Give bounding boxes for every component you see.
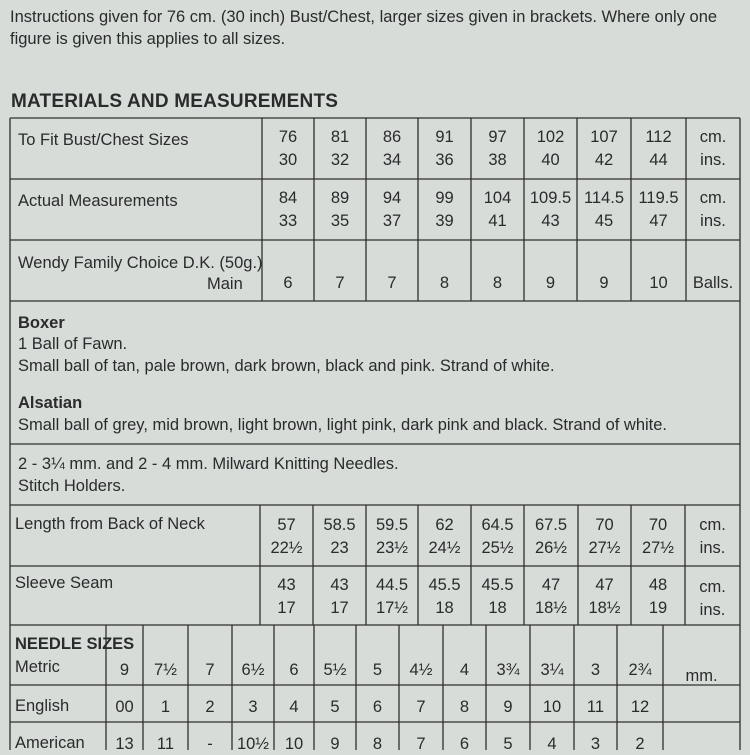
unit-cm: cm. [699, 516, 726, 534]
american-cell: 8 [372, 735, 383, 753]
unit-ins: ins. [700, 212, 726, 230]
american-label: American [15, 734, 85, 752]
american-cell: 7 [416, 735, 426, 753]
length-ins-cell: 26½ [534, 539, 568, 557]
american-cell: 13 [115, 735, 134, 753]
english-cell: 5 [330, 698, 340, 716]
actual-ins-cell: 39 [435, 212, 454, 230]
fit-label: To Fit Bust/Chest Sizes [18, 131, 189, 149]
sleeve-ins-cell: 17½ [375, 599, 409, 617]
actual-label: Actual Measurements [18, 192, 178, 210]
length-ins-cell: 22½ [270, 539, 303, 557]
sleeve-ins-cell: 18 [488, 599, 507, 617]
sleeve-cm-cell: 45.5 [481, 576, 514, 594]
american-cell: 10 [284, 735, 304, 753]
sleeve-ins-cell: 17 [330, 599, 349, 617]
yarn-balls-cell: 9 [545, 274, 556, 292]
american-cell: 3 [590, 735, 601, 753]
section-heading: MATERIALS AND MEASUREMENTS [11, 91, 339, 112]
english-cell: 9 [503, 698, 513, 716]
fit-ins-cell: 36 [435, 151, 454, 169]
sleeve-cm-cell: 44.5 [375, 576, 409, 594]
actual-cm-cell: 119.5 [638, 189, 679, 207]
length-cm-cell: 64.5 [481, 516, 514, 534]
sleeve-ins-cell: 18 [435, 599, 454, 617]
actual-ins-cell: 33 [278, 212, 298, 230]
sleeve-cm-cell: 43 [277, 576, 296, 594]
yarn-balls-cell: 9 [599, 274, 609, 292]
metric-cell: 6 [289, 661, 299, 679]
fit-ins-cell: 42 [594, 151, 614, 169]
alsatian-line: Small ball of grey, mid brown, light brown, light pink, dark pink and black. Strand of white. [18, 416, 668, 434]
fit-cm-cell: 86 [382, 128, 402, 146]
length-ins-cell: 27½ [641, 539, 675, 557]
length-ins-cell: 23 [330, 539, 349, 557]
sleeve-cm-cell: 47 [541, 576, 561, 594]
actual-cm-cell: 99 [435, 189, 454, 207]
fit-cm-cell: 112 [645, 128, 672, 146]
yarn-balls-cell: 6 [283, 274, 293, 292]
yarn-balls-cell: 7 [335, 274, 345, 292]
yarn-main-label: Main [207, 275, 243, 293]
english-label: English [15, 697, 70, 715]
length-cm-cell: 62 [435, 516, 454, 534]
fit-ins-cell: 40 [541, 151, 560, 169]
english-cell: 2 [205, 698, 215, 716]
unit-balls: Balls. [692, 274, 734, 292]
length-ins-cell: 24½ [428, 539, 461, 557]
actual-cm-cell: 114.5 [583, 189, 625, 207]
metric-cell: 9 [119, 661, 130, 679]
yarn-balls-cell: 8 [439, 274, 450, 292]
english-cell: 00 [115, 698, 134, 716]
sleeve-label: Sleeve Seam [15, 574, 114, 592]
yarn-label: Wendy Family Choice D.K. (50g.) [18, 254, 263, 272]
length-cm-cell: 58.5 [323, 516, 356, 534]
metric-label: Metric [15, 658, 60, 676]
actual-ins-cell: 47 [649, 212, 668, 230]
metric-cell: 7½ [154, 661, 177, 679]
sleeve-ins-cell: 19 [648, 599, 668, 617]
english-cell: 8 [459, 698, 470, 716]
sleeve-cm-cell: 45.5 [428, 576, 461, 594]
fit-ins-cell: 44 [649, 151, 668, 169]
american-cell: 4 [547, 735, 557, 753]
english-cell: 7 [416, 698, 426, 716]
unit-ins: ins. [700, 151, 726, 169]
metric-cell: 7 [205, 661, 215, 679]
english-cell: 1 [160, 698, 171, 716]
needle-sizes-title: NEEDLE SIZES [15, 635, 135, 653]
boxer-title: Boxer [18, 314, 65, 332]
fit-cm-cell: 91 [435, 128, 454, 146]
length-cm-cell: 70 [648, 516, 668, 534]
actual-cm-cell: 94 [382, 189, 402, 207]
metric-cell: 6½ [241, 661, 265, 679]
yarn-balls-cell: 8 [492, 274, 503, 292]
length-cm-cell: 59.5 [375, 516, 409, 534]
metric-cell: 4½ [409, 661, 433, 679]
needles-line: 2 - 3¼ mm. and 2 - 4 mm. Milward Knitting Needles. [18, 455, 399, 473]
fit-ins-cell: 38 [488, 151, 507, 169]
fit-ins-cell: 30 [278, 151, 298, 169]
length-label: Length from Back of Neck [15, 515, 205, 533]
unit-cm: cm. [699, 128, 727, 146]
length-cm-cell: 57 [277, 516, 296, 534]
length-cm-cell: 70 [595, 516, 614, 534]
length-ins-cell: 23½ [375, 539, 409, 557]
sleeve-cm-cell: 47 [595, 576, 614, 594]
sleeve-ins-cell: 18½ [588, 599, 621, 617]
american-cell: 2 [635, 735, 645, 753]
metric-cell: 3¼ [540, 661, 564, 679]
sleeve-cm-cell: 43 [330, 576, 349, 594]
english-cell: 12 [630, 698, 650, 716]
fit-ins-cell: 34 [382, 151, 402, 169]
metric-cell: 2¾ [628, 661, 652, 679]
sleeve-ins-cell: 17 [277, 599, 296, 617]
english-cell: 3 [248, 698, 258, 716]
metric-cell: 5 [372, 661, 383, 679]
actual-ins-cell: 37 [382, 212, 402, 230]
american-cell: 9 [330, 735, 340, 753]
american-cell: 11 [156, 735, 175, 753]
actual-ins-cell: 43 [541, 212, 560, 230]
actual-ins-cell: 45 [594, 212, 614, 230]
unit-cm: cm. [699, 189, 727, 207]
unit-cm: cm. [699, 578, 726, 596]
fit-ins-cell: 32 [330, 151, 350, 169]
fit-cm-cell: 76 [278, 128, 298, 146]
actual-cm-cell: 109.5 [529, 189, 572, 207]
actual-cm-cell: 104 [483, 189, 512, 207]
metric-cell: 5½ [323, 661, 347, 679]
intro-text: Instructions given for 76 cm. (30 inch) Bust/Chest, larger sizes given in brackets. Where only one figure is given this applies to all sizes. [10, 8, 718, 48]
yarn-balls-cell: 7 [387, 274, 397, 292]
sleeve-cm-cell: 48 [648, 576, 668, 594]
yarn-balls-cell: 10 [649, 274, 668, 292]
english-cell: 6 [372, 698, 383, 716]
english-cell: 4 [289, 698, 299, 716]
american-cell: - [207, 735, 213, 753]
unit-ins: ins. [699, 539, 726, 557]
metric-cell: 4 [459, 661, 470, 679]
english-cell: 11 [586, 698, 605, 716]
actual-cm-cell: 84 [278, 189, 298, 207]
alsatian-title: Alsatian [18, 394, 83, 412]
american-cell: 10½ [236, 735, 270, 753]
fit-cm-cell: 97 [488, 128, 507, 146]
unit-mm: mm. [685, 667, 718, 685]
fit-cm-cell: 102 [536, 128, 565, 146]
american-cell: 6 [459, 735, 470, 753]
english-cell: 10 [542, 698, 562, 716]
metric-cell: 3 [590, 661, 601, 679]
fit-cm-cell: 107 [590, 128, 618, 146]
sleeve-ins-cell: 18½ [534, 599, 568, 617]
unit-ins: ins. [699, 601, 726, 619]
fit-cm-cell: 81 [330, 128, 350, 146]
length-cm-cell: 67.5 [534, 516, 568, 534]
length-ins-cell: 25½ [481, 539, 514, 557]
metric-cell: 3¾ [496, 661, 520, 679]
actual-ins-cell: 41 [488, 212, 507, 230]
american-cell: 5 [503, 735, 513, 753]
length-ins-cell: 27½ [588, 539, 621, 557]
boxer-line: 1 Ball of Fawn. [18, 335, 128, 353]
boxer-line: Small ball of tan, pale brown, dark brown, black and pink. Strand of white. [18, 357, 555, 375]
actual-ins-cell: 35 [330, 212, 350, 230]
needles-line: Stitch Holders. [18, 477, 126, 495]
actual-cm-cell: 89 [330, 189, 350, 207]
